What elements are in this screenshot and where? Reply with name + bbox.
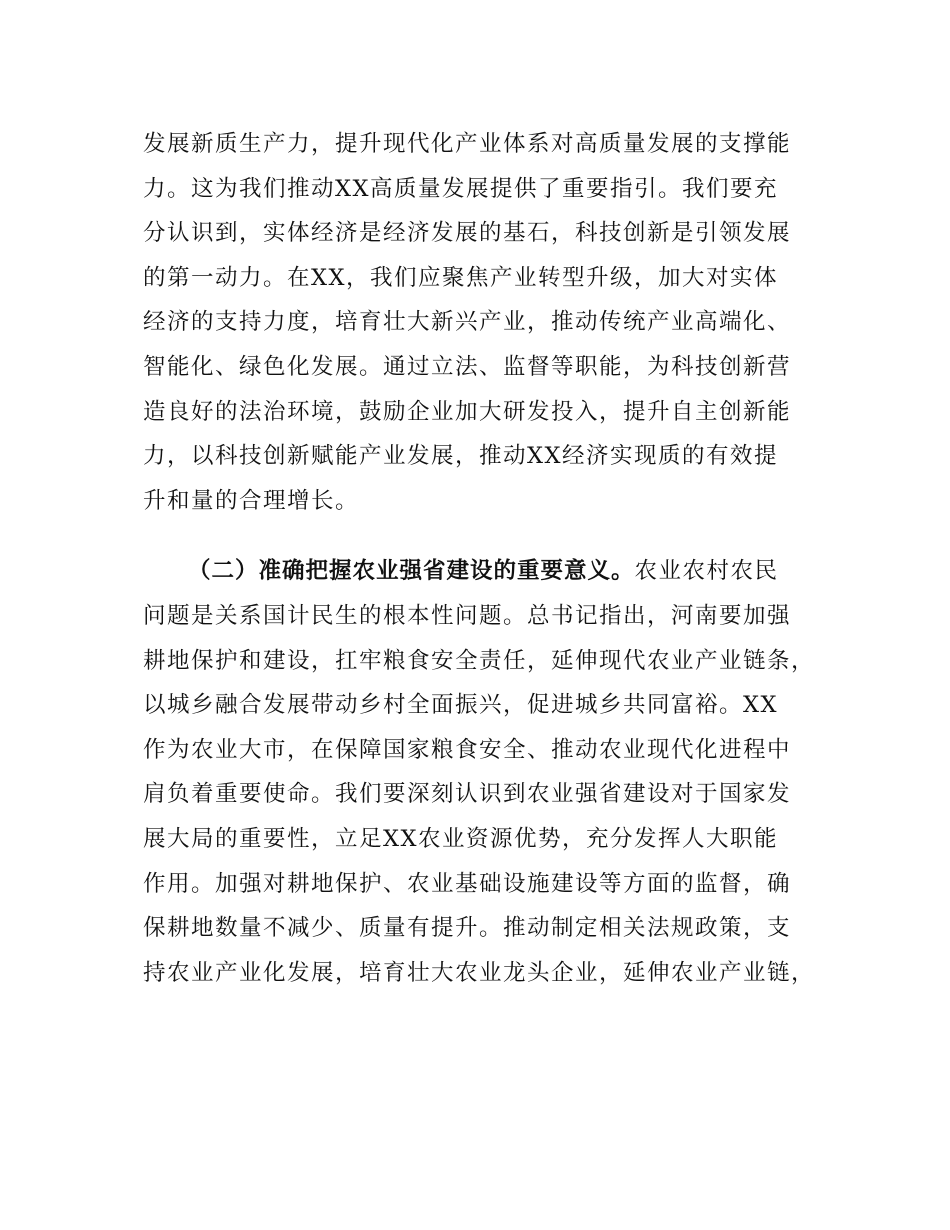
text-line: 的第一动力。在XX，我们应聚焦产业转型升级，加大对实体: [143, 264, 779, 291]
text-line: 造良好的法治环境，鼓励企业加大研发投入，提升自主创新能: [143, 398, 792, 425]
text-line: 持农业产业化发展，培育壮大农业龙头企业，延伸农业产业链，: [143, 959, 816, 986]
text-line: 作用。加强对耕地保护、农业基础设施建设等方面的监督，确: [143, 870, 792, 897]
text-line: 力，以科技创新赋能产业发展，推动XX经济实现质的有效提: [143, 443, 779, 470]
text-line: 发展新质生产力，提升现代化产业体系对高质量发展的支撑能: [143, 131, 792, 157]
text-line: 问题是关系国计民生的根本性问题。总书记指出，河南要加强: [143, 602, 792, 629]
paragraph-2-first-line: [143, 549, 843, 594]
paragraph-2: [143, 549, 843, 995]
text-line: 作为农业大市，在保障国家粮食安全、推动农业现代化进程中: [143, 736, 792, 763]
paragraph-1: [143, 122, 843, 523]
section-heading: （二）准确把握农业强省建设的重要意义。: [188, 558, 635, 585]
document-body: [143, 122, 843, 995]
text-line: 展大局的重要性，立足XX农业资源优势，充分发挥人大职能: [143, 825, 779, 852]
text-line: 耕地保护和建设，扛牢粮食安全责任，延伸现代农业产业链条，: [143, 647, 816, 674]
text-line: 分认识到，实体经济是经济发展的基石，科技创新是引领发展: [143, 220, 792, 247]
text-line: 保耕地数量不减少、质量有提升。推动制定相关法规政策，支: [143, 915, 792, 942]
text-line: 肩负着重要使命。我们要深刻认识到农业强省建设对于国家发: [143, 781, 792, 808]
heading-continuation: 农业农村农民: [634, 558, 779, 585]
text-line: 以城乡融合发展带动乡村全面振兴，促进城乡共同富裕。XX: [143, 692, 779, 719]
text-line: 经济的支持力度，培育壮大新兴产业，推动传统产业高端化、: [143, 309, 792, 336]
text-line: 力。这为我们推动XX高质量发展提供了重要指引。我们要充: [143, 175, 779, 202]
text-line: 升和量的合理增长。: [143, 487, 360, 514]
text-line: 智能化、绿色化发展。通过立法、监督等职能，为科技创新营: [143, 353, 792, 380]
